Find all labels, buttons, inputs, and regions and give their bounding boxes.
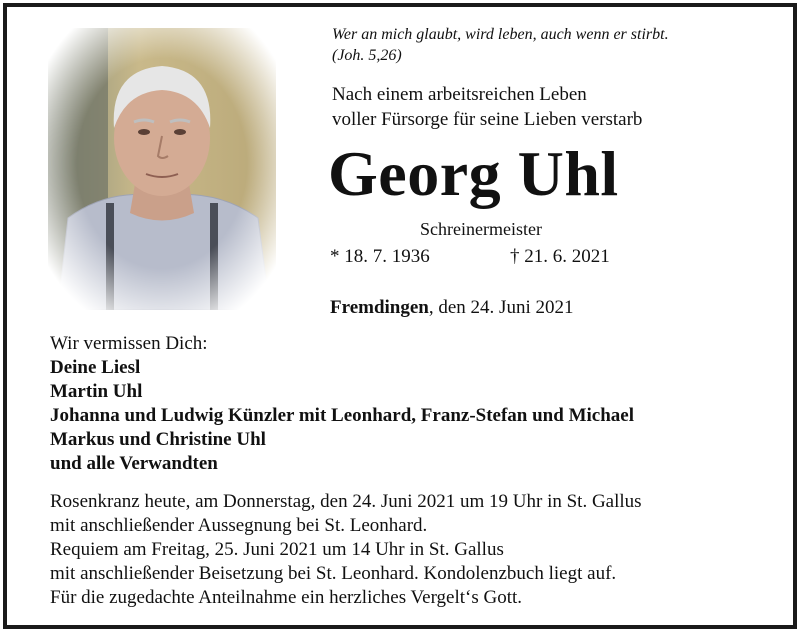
service-notice bbox=[50, 490, 770, 610]
notice-line: Für die zugedachte Anteilnahme ein herzliches Vergelt‘s Gott. bbox=[50, 587, 523, 608]
notice-line: Requiem am Freitag, 25. Juni 2021 um 14 Uhr in St. Gallus bbox=[50, 539, 504, 560]
mourners-list bbox=[50, 332, 770, 476]
mourner-name: Deine Liesl bbox=[50, 357, 141, 378]
intro-line-2: voller Fürsorge für seine Lieben verstarb bbox=[332, 109, 643, 130]
intro-text bbox=[332, 82, 772, 132]
mourner-name: und alle Verwandten bbox=[50, 453, 218, 474]
quote-source: (Joh. 5,26) bbox=[332, 47, 402, 64]
mourner-name: Markus und Christine Uhl bbox=[50, 429, 266, 450]
notice-date: , den 24. Juni 2021 bbox=[428, 297, 574, 318]
place-and-date bbox=[330, 296, 573, 320]
deceased-name: Georg Uhl bbox=[328, 138, 619, 209]
mourner-name: Johanna und Ludwig Künzler mit Leonhard, Franz-Stefan und Michael bbox=[50, 405, 634, 426]
notice-line: Rosenkranz heute, am Donnerstag, den 24. Juni 2021 um 19 Uhr in St. Gallus bbox=[50, 491, 642, 512]
intro-line-1: Nach einem arbeitsreichen Leben bbox=[332, 84, 587, 105]
deceased-profession: Schreinermeister bbox=[420, 219, 542, 239]
place-name: Fremdingen bbox=[330, 297, 429, 318]
bible-quote bbox=[332, 24, 752, 66]
mourner-name: Martin Uhl bbox=[50, 381, 143, 402]
mourners-lead: Wir vermissen Dich: bbox=[50, 333, 208, 354]
quote-text: Wer an mich glaubt, wird leben, auch wenn er stirbt. bbox=[332, 26, 669, 43]
death-date: † 21. 6. 2021 bbox=[510, 246, 610, 267]
birth-date: * 18. 7. 1936 bbox=[330, 246, 430, 267]
notice-line: mit anschließender Aussegnung bei St. Leonhard. bbox=[50, 515, 428, 536]
portrait-photo bbox=[48, 28, 276, 310]
notice-line: mit anschließender Beisetzung bei St. Leonhard. Kondolenzbuch liegt auf. bbox=[50, 563, 617, 584]
